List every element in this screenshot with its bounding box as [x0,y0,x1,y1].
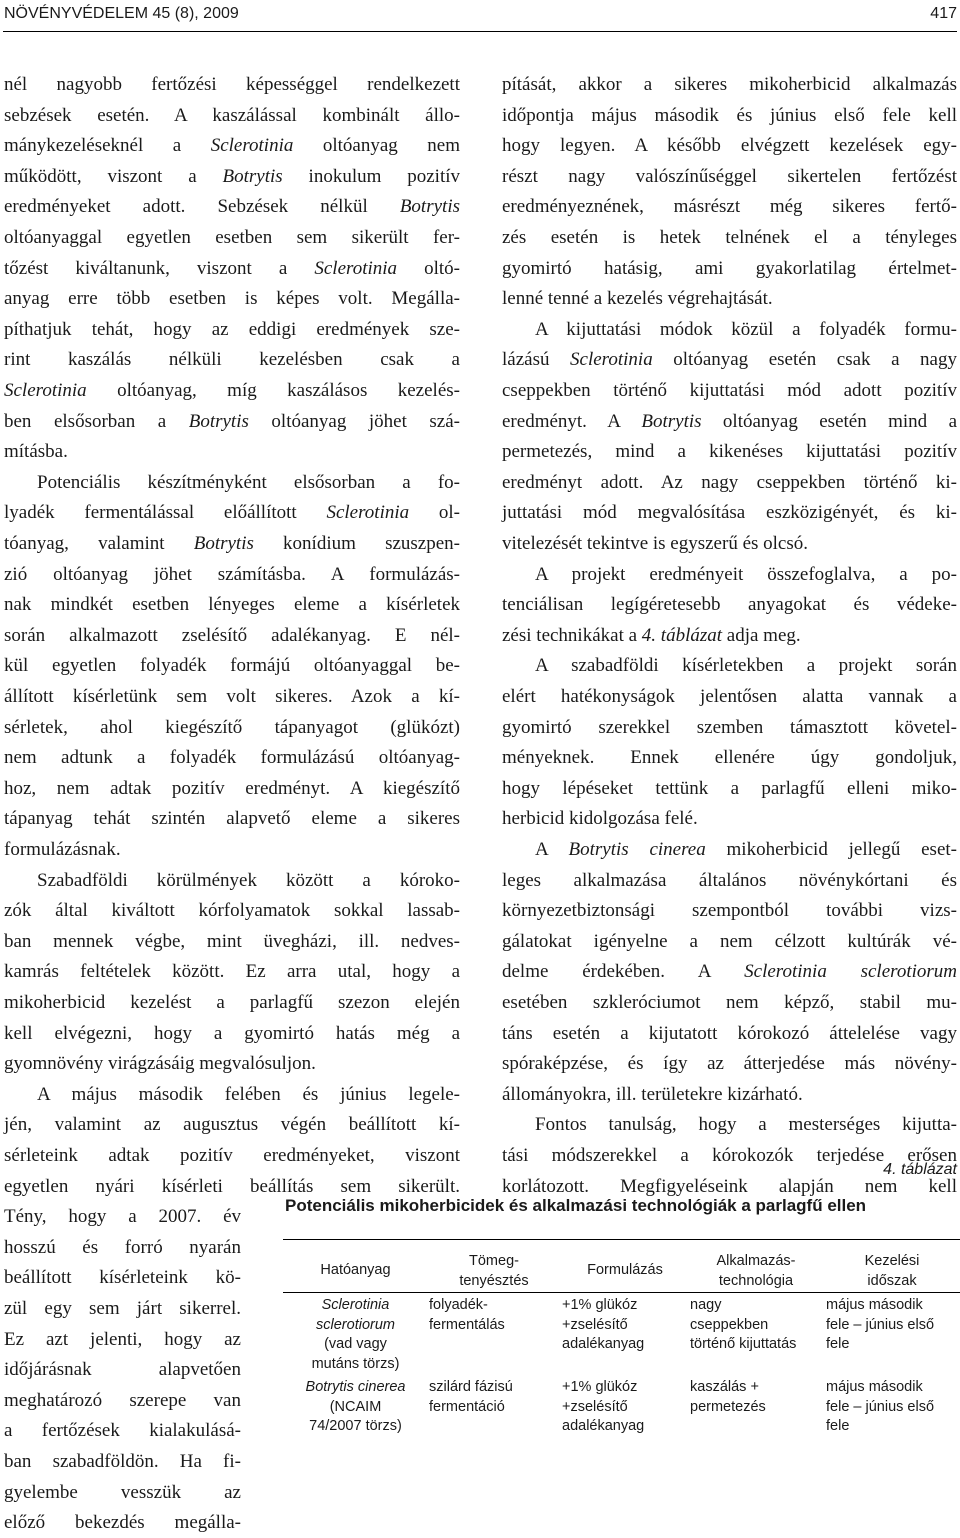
table-cell-line: nagy [690,1297,722,1313]
text-line [502,896,957,926]
text-line [4,1508,241,1538]
text-line [502,223,957,253]
text-line [502,254,957,284]
text-line [4,804,460,834]
table-cell [826,1378,958,1437]
text-run: lyadék fermentálással előállított [4,502,327,524]
text-run: jén, valamint az augusztus végén beállított kí- [4,1114,460,1136]
text-run: Tény, hogy a 2007. év [4,1206,241,1228]
text-run: lázású [502,349,571,371]
text-run: eredményt adott. Az nagy cseppekben történő ki- [502,471,957,493]
table-cell-line: május második [826,1297,923,1313]
table-top-rule [283,1239,960,1240]
text-run: A kijuttatási módok közül a folyadék formu- [535,318,957,340]
text-line [4,560,460,590]
table-cell [826,1296,958,1355]
text-line [4,743,460,773]
text-run: eredményeket adott. Sebzések nélkül [4,196,400,218]
text-run: ban mennek végbe, mint üvegházi, ill. nedves- [4,930,460,952]
text-line [4,896,460,926]
text-line [4,223,460,253]
text-line [4,70,460,100]
table-cell-line: tenyésztés [459,1272,529,1289]
text-run: oltóanyag jöhet szá- [248,410,460,432]
text-line [535,651,957,681]
table-cell-line: permetezés [690,1398,766,1415]
text-run: ben elsősorban a [4,410,189,432]
text-run: kül egyetlen folyadék formájú oltóanyaggal be- [4,655,460,677]
text-line [502,131,957,161]
table-cell-line: május második [826,1379,923,1395]
text-line [502,345,957,375]
text-line [502,866,957,896]
table-cell-line: sclerotiorum [316,1316,395,1333]
table-cell-line: +1% glükóz [562,1297,638,1313]
text-run: zül egy sem járt sikerrel. [4,1298,241,1319]
table-cell-line: fele – június első [826,1316,935,1333]
text-line [4,1049,460,1079]
text-line [4,1019,460,1049]
text-run: Potenciális készítményként elsősorban a fo- [37,471,460,493]
text-run: beállított kísérleteink kö- [4,1267,241,1289]
page-number: 417 [930,5,957,22]
text-run: meghatározó szerepe van [4,1389,241,1411]
text-line [37,468,460,498]
text-line [4,192,460,222]
text-run: zió oltóanyag jöhet számításba. A formulázás- [4,563,460,585]
table-cell-line: folyadék- [429,1297,488,1313]
text-run: juttatási mód megvalósítása eszközigényét, és ki- [502,502,957,524]
text-line [502,407,957,437]
text-line [4,1325,241,1355]
text-line [502,713,957,743]
text-line [4,529,460,559]
table-cell-line: szilárd fázisú [429,1379,513,1395]
text-run: tápanyag tehát szintén alapvető eleme a sikeres [4,808,460,830]
text-line [502,774,957,804]
text-run: píthatjuk tehát, hogy az eddigi eredmények sze- [4,318,460,340]
table-header-cell [285,1261,426,1281]
text-run: herbicid kidolgozása felé. [502,808,698,830]
text-run: spóraképzése, és így az átterjedése más növény- [502,1053,957,1075]
text-line [502,529,957,559]
text-line [502,192,957,222]
table-header-cell [429,1252,559,1291]
text-run: A szabadföldi kísérletekben a projekt során [535,655,957,677]
text-line [4,1355,241,1385]
table-cell-line: Sclerotinia [321,1297,390,1313]
text-run: zési technikákat a [502,624,642,646]
text-run: sérletek, ahol kiegészítő tápanyagot (glükózt) [4,716,460,738]
table-cell-line: fermentáció [429,1398,505,1415]
text-run: eredményeznének, másrészt még sikeres fertő- [502,196,957,218]
text-run: elért hatékonyságok jelentősen alatta vannak a [502,686,957,707]
text-run: gyomnövény virágzásáig megvalósuljon. [4,1053,316,1075]
text-run: egyetlen nyári kísérleti beállítás sem sikerült. [4,1175,460,1197]
table-cell-line: Tömeg- [469,1253,519,1269]
text-line [535,315,957,345]
table-cell-line: fele [826,1418,850,1434]
table-cell-line: mutáns törzs) [311,1355,400,1372]
text-line [502,804,957,834]
table-cell-line: Formulázás [587,1262,663,1278]
text-run: kamrás feltételek között. Ez arra utal, hogy a [4,961,460,983]
text-line [502,590,957,620]
text-line [4,407,460,437]
table-cell [690,1296,822,1355]
text-line [502,101,957,131]
text-run: cseppekben történő kijuttatási mód adott pozitív [502,380,957,401]
text-run: leges alkalmazása általános növénykórtani és [502,869,957,891]
text-line [4,774,460,804]
text-line [4,1447,241,1477]
text-line [4,651,460,681]
text-line [502,468,957,498]
text-run: delme érdekében. A [502,961,745,983]
text-line [502,957,957,987]
text-run: időjárásnak alapvetően [4,1359,241,1381]
table-cell-line: technológia [718,1272,794,1289]
text-line [502,1049,957,1079]
text-run: gyelembe vesszük az [4,1481,241,1503]
text-line [502,162,957,192]
text-run: ol- [409,502,461,524]
table-title: Potenciális mikoherbicidek és alkalmazási technológiák a parlagfű ellen [285,1196,867,1215]
text-line [502,927,957,957]
text-run: A projekt eredményeit összefoglalva, a po- [535,563,957,585]
text-run: oltóanyag esetén mind a [701,410,958,432]
text-run: konídium szuszpen- [253,533,460,554]
italic-term: Botrytis [193,533,254,554]
italic-term: Botrytis [188,410,249,432]
table-cell [285,1378,426,1437]
header-rule [3,31,957,32]
text-line [4,621,460,651]
text-run: ményeknek. Ennek ellenére úgy gondoljuk, [502,747,957,769]
text-run: mikoherbicid kezelést a parlagfű szezon elején [4,992,460,1013]
text-run: A május második felében és június legele- [37,1083,460,1105]
text-line [535,560,957,590]
table-header-cell [690,1252,822,1291]
text-run: hogy legyen. A később elvégzett kezelések egy- [502,135,957,157]
italic-term: Sclerotinia [314,257,398,279]
text-line [502,1080,957,1110]
text-run: környezetbiztonsági szempontból további vizs- [502,900,957,922]
text-run: permetezés, mind a kikenéses kijuttatási pozitív [502,441,957,463]
text-line [502,1019,957,1049]
table-cell-line: +zselésítő [562,1398,628,1415]
text-line [4,284,460,314]
text-line [502,376,957,406]
text-run: rint kaszálás nélküli kezelésben csak a [4,349,460,371]
text-run: esetében szkleróciumot nem képző, stabil mu- [502,992,957,1013]
italic-term: 4. táblázat [641,624,723,646]
text-run: előző bekezdés megálla- [4,1512,241,1534]
table-cell-line: Kezelési [864,1253,920,1269]
text-line [535,1110,957,1140]
italic-term: Sclerotinia [210,135,294,157]
table-cell [429,1378,559,1417]
text-line [4,437,460,467]
text-line [502,988,957,1018]
text-line [4,1141,460,1171]
text-line [502,437,957,467]
text-run: Ez azt jelenti, hogy az [4,1328,241,1350]
text-line [4,498,460,528]
text-run: pítását, akkor a sikeres mikoherbicid alkalmazás [502,74,957,95]
text-run: során alkalmazott zselésítő adalékanyag. E nél- [4,624,460,646]
italic-term: Sclerotinia [4,380,87,401]
table-cell-line: fele – június első [826,1398,935,1415]
italic-term: Botrytis cinerea [568,839,706,860]
table-cell [429,1296,559,1335]
text-run: nak mindkét esetben lényeges eleme a kísérletek [4,594,460,616]
table-cell-line: (NCAIM [329,1398,382,1415]
text-line [502,743,957,773]
table-cell-line: Alkalmazás- [716,1253,796,1269]
text-run: oltó- [397,257,461,279]
text-line [4,957,460,987]
text-line [502,70,957,100]
text-run: mánykezeléseknél a [4,135,211,157]
text-line [4,1110,460,1140]
table-cell [285,1296,426,1374]
text-line [4,682,460,712]
table-cell-line: történő kijuttatás [690,1336,797,1352]
text-line [502,284,957,314]
text-line [502,621,957,651]
italic-term: Botrytis [641,410,702,432]
text-run: működött, viszont a [4,165,223,187]
text-run: Fontos tanulság, hogy a mesterséges kijutta- [535,1114,957,1136]
table-cell [562,1378,688,1437]
text-run: táns esetén a kijutatott kórokozó áttelelése vagy [502,1022,957,1044]
table-header-cell [562,1261,688,1281]
text-run: Szabadföldi körülmények között a kóroko- [37,869,460,891]
italic-term: Sclerotinia sclerotiorum [744,961,957,983]
text-run: tenciálisan legígéretesebb anyagokat és védeke- [502,594,957,616]
text-run: tási módszerekkel a kórokozók terjedése erősen [502,1145,957,1166]
italic-term: Botrytis [222,165,283,187]
text-run: mikoherbicid jellegű eset- [705,839,957,860]
table-cell-line: fermentálás [429,1316,505,1333]
table-label: 4. táblázat [883,1161,957,1178]
text-line [502,498,957,528]
text-run: A [535,839,569,860]
text-run: oltóanyag nem [293,135,460,157]
table-cell [690,1378,822,1417]
text-run: a fertőzések kialakulásá- [4,1420,241,1442]
text-line [502,682,957,712]
text-line [4,376,460,406]
text-run: nem adtunk a folyadék formulázású oltóanyag- [4,747,460,769]
text-run: oltóanyag, míg kaszálásos kezelés- [86,380,460,401]
text-run: zók által kiváltott kórfolyamatok sokkal lassab- [4,900,460,922]
text-line [4,345,460,375]
text-run: állományokra, ill. területekre kizárható. [502,1083,803,1105]
text-run: állított kísérletünk sem volt sikeres. Azok a kí- [4,686,460,707]
table-cell-line: adalékanyag [562,1336,645,1352]
table-cell-line: 74/2007 törzs) [309,1418,402,1434]
journal-header: NÖVÉNYVÉDELEM 45 (8), 2009 [4,5,239,22]
text-line [4,1478,241,1508]
text-line [4,713,460,743]
text-run: oltóanyaggal egyetlen esetben sem sikerült fer- [4,227,460,248]
table-cell-line: +1% glükóz [562,1379,638,1395]
italic-term: Sclerotinia [326,502,410,524]
text-run: sebzések esetén. A kaszálással kombinált állo- [4,104,460,126]
text-line [4,1386,241,1416]
text-line [4,590,460,620]
text-line [4,101,460,131]
text-run: hosszú és forró nyarán [4,1236,241,1258]
text-line [4,1233,241,1263]
text-run: nél nagyobb fertőzési képességgel rendelkezett [4,74,460,95]
text-run: hoz, nem adtak pozitív eredményt. A kiegészítő [4,777,460,799]
text-run: időpontja május második és június első fele kell [502,104,957,126]
text-run: tőzést kiváltanunk, viszont a [4,257,315,279]
table-cell-line: adalékanyag [562,1418,645,1434]
table-cell-line: Hatóanyag [320,1262,391,1278]
table-header-cell [826,1252,958,1291]
text-run: formulázásnak. [4,839,121,860]
text-line [4,835,460,865]
table-cell-line: +zselésítő [562,1316,628,1333]
table-cell-line: kaszálás + [690,1379,759,1395]
text-line [37,1080,460,1110]
text-line [4,1263,241,1293]
text-run: oltóanyag esetén csak a nagy [652,349,957,371]
text-run: eredményt. A [502,410,642,432]
text-run: kell elvégezni, hogy a gyomirtó hatás még a [4,1022,460,1044]
table-cell [562,1296,688,1355]
text-run: hogy lépéseket tettünk a parlagfű elleni miko- [502,777,957,799]
text-run: ban szabadföldön. Ha fi- [4,1451,241,1472]
table-cell-line: időszak [867,1272,917,1289]
text-run: részt nagy valószínűséggel sikertelen fertőzést [502,165,957,187]
text-run: gyomirtó szerekkel szemben támasztott követel- [502,716,957,738]
text-run: tóanyag, valamint [4,533,194,554]
table-cell-line: Botrytis cinerea [305,1379,406,1395]
text-line [37,866,460,896]
text-line [4,254,460,284]
text-run: gálatokat igényelne a nem célzott kultúrák vé- [502,930,957,952]
text-line [4,162,460,192]
text-line [4,1416,241,1446]
text-run: lenné tenné a kezelés végrehajtását. [502,288,773,310]
text-line [4,1294,241,1324]
text-run: korlátozott. Megfigyeléseink alapján nem kell [502,1175,957,1197]
table-cell-line: cseppekben [690,1316,769,1333]
text-line [535,835,957,865]
text-line [4,1202,241,1232]
text-line [4,927,460,957]
text-line [4,131,460,161]
text-line [4,315,460,345]
text-run: anyag erre több esetben is képes volt. Megálla- [4,288,460,310]
table-cell-line: fele [826,1336,850,1352]
text-run: gyomirtó hatásig, ami gyakorlatilag értelmet- [502,257,957,279]
text-run: adja meg. [722,624,801,646]
text-run: vitelezését tekintve is egyszerű és olcsó. [502,533,809,554]
table-cell-line: (vad vagy [324,1336,387,1352]
italic-term: Botrytis [399,196,460,218]
text-line [4,988,460,1018]
italic-term: Sclerotinia [570,349,653,371]
text-run: inokulum pozitív [282,165,461,187]
text-run: zés esetén is hetek telnének el a tényleges [502,227,957,248]
table-header-rule [283,1292,960,1293]
text-run: sérleteink adtak pozitív eredményeket, viszont [4,1145,460,1166]
text-run: mításba. [4,441,68,463]
